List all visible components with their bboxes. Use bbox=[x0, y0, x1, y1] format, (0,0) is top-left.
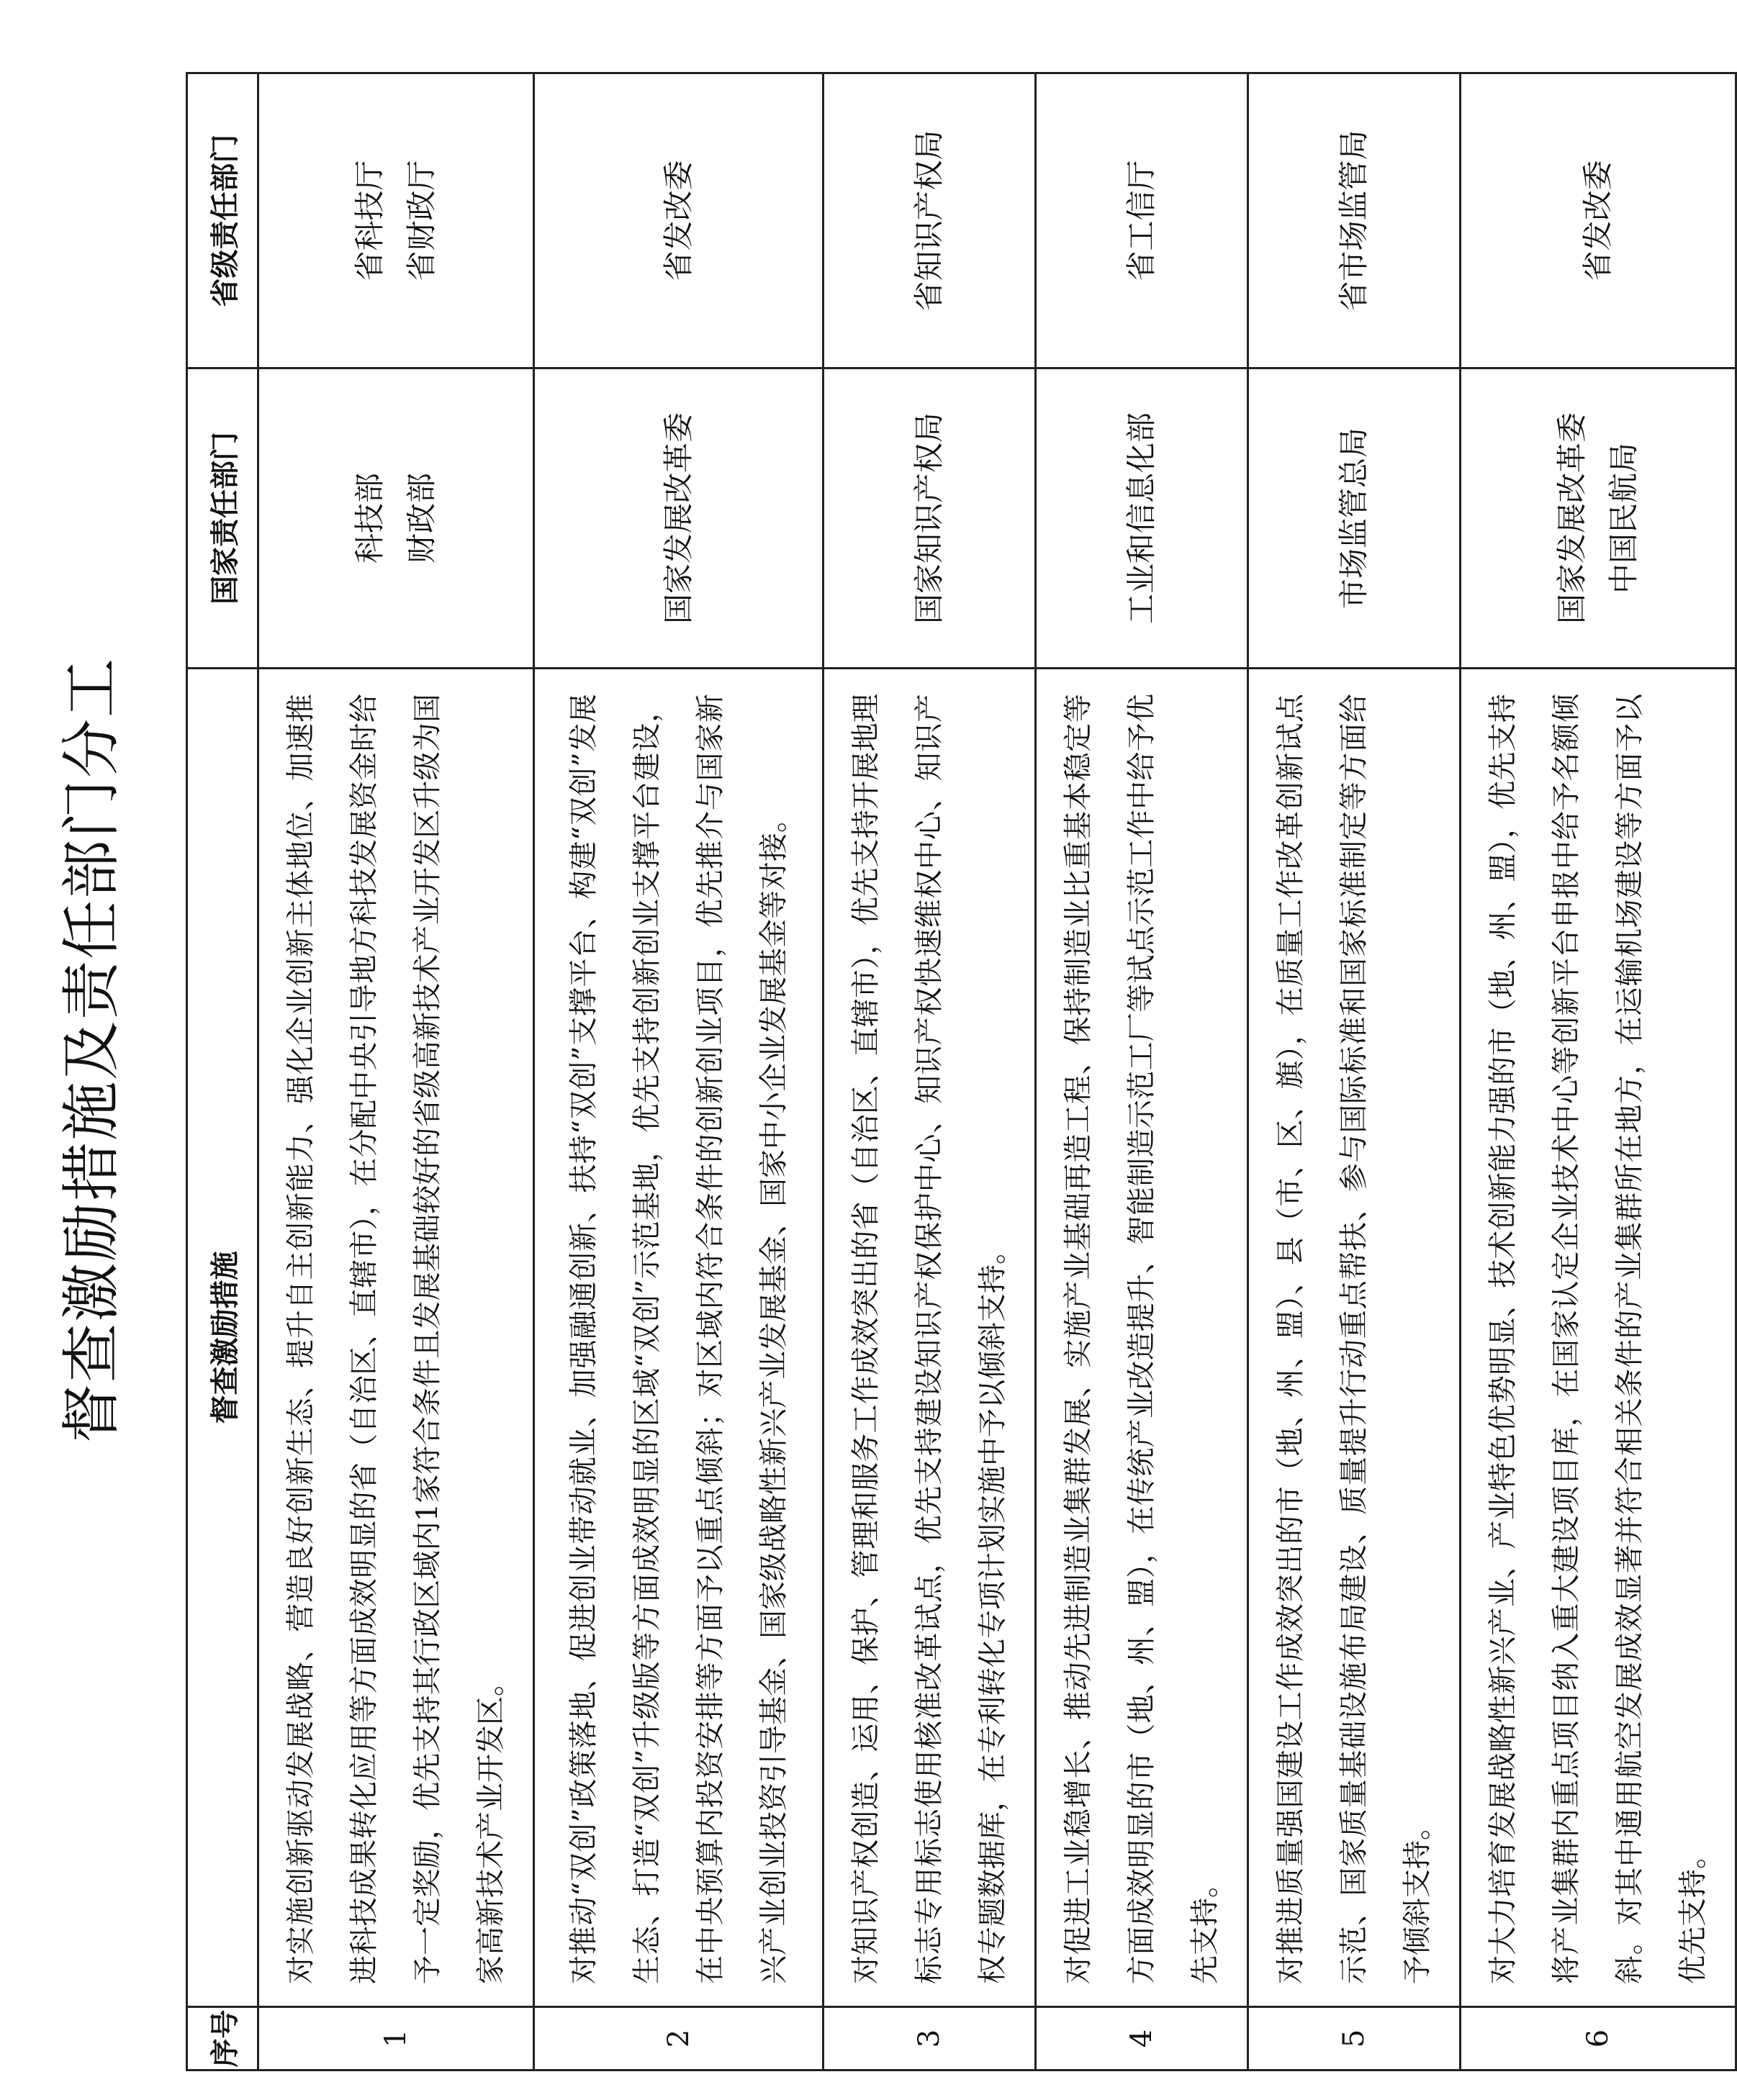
measure-text: 对大力培育发展战略性新兴产业、产业特色优势明显、技术创新能力强的市（地、州、盟），优先支持将产业集群内重点项目纳入重大建设项目库，在国家认定企业技术中心等创新平台申报中给予名额倾斜。对其中通用航空发展成效显著并符合相关条件的产业集群所在地方，在运输机场建设等方面予以优先支持。 bbox=[1461, 669, 1736, 2007]
national-department bbox=[1036, 368, 1248, 669]
row-number: 2 bbox=[534, 2007, 824, 2070]
provincial-department bbox=[1036, 73, 1248, 368]
table-row bbox=[824, 73, 1036, 2070]
department-name: 省市场监管局 bbox=[1336, 130, 1371, 312]
provincial-department bbox=[534, 73, 824, 368]
department-name: 中国民航局 bbox=[1606, 443, 1641, 594]
department-name: 国家知识产权局 bbox=[911, 412, 947, 625]
responsibility-table bbox=[186, 72, 1737, 2071]
department-name: 国家发展改革委 bbox=[1554, 412, 1589, 625]
department-name: 省财政厅 bbox=[404, 160, 439, 281]
row-number: 1 bbox=[258, 2007, 534, 2070]
document-title: 督查激励措施及责任部门分工 bbox=[58, 657, 126, 1444]
measure-text: 对实施创新驱动发展战略、营造良好创新生态、提升自主创新能力、强化企业创新主体地位、加速推进科技成果转化应用等方面成效明显的省（自治区、直辖市），在分配中央引导地方科技发展资金时给予一定奖励，优先支持其行政区域内1家符合条件且发展基础较好的省级高新技术产业开发区升级为国家高新技术产业开发区。 bbox=[258, 669, 534, 2007]
row-number: 5 bbox=[1248, 2007, 1461, 2070]
department-name: 财政部 bbox=[404, 473, 439, 564]
national-department bbox=[1461, 368, 1736, 669]
header-provincial-department: 省级责任部门 bbox=[187, 73, 258, 368]
department-name: 科技部 bbox=[352, 473, 387, 564]
row-number: 3 bbox=[824, 2007, 1036, 2070]
table-row bbox=[1036, 73, 1248, 2070]
department-name: 市场监管总局 bbox=[1336, 427, 1371, 610]
measure-text: 对推进质量强国建设工作成效突出的市（地、州、盟）、县（市、区、旗），在质量工作改革创新试点示范、国家质量基础设施布局建设、质量提升行动重点帮扶、参与国际标准和国家标准制定等方面给予倾斜支持。 bbox=[1248, 669, 1461, 2007]
provincial-department bbox=[1461, 73, 1736, 368]
row-number: 4 bbox=[1036, 2007, 1248, 2070]
table-row bbox=[1461, 73, 1736, 2070]
national-department bbox=[534, 368, 824, 669]
department-name: 国家发展改革委 bbox=[660, 412, 696, 625]
header-measures: 督查激励措施 bbox=[187, 669, 258, 2007]
national-department bbox=[1248, 368, 1461, 669]
table-row bbox=[258, 73, 534, 2070]
header-national-department: 国家责任部门 bbox=[187, 368, 258, 669]
measure-text: 对促进工业稳增长、推动先进制造业集群发展、实施产业基础再造工程、保持制造业比重基本稳定等方面成效明显的市（地、州、盟），在传统产业改造提升、智能制造示范工厂等试点示范工作中给予优先支持。 bbox=[1036, 669, 1248, 2007]
department-name: 省科技厅 bbox=[352, 160, 387, 281]
measure-text: 对知识产权创造、运用、保护、管理和服务工作成效突出的省（自治区、直辖市），优先支持开展地理标志专用标志使用核准改革试点，优先支持建设知识产权保护中心、知识产权快速维权中心、知识产权专题数据库，在专利转化专项计划实施中予以倾斜支持。 bbox=[824, 669, 1036, 2007]
department-name: 省发改委 bbox=[660, 160, 696, 281]
measure-text: 对推动“双创”政策落地、促进创业带动就业、加强融通创新、扶持“双创”支撑平台、构建“双创”发展生态、打造“双创”升级版等方面成效明显的区域“双创”示范基地，优先支持创新创业支撑平台建设，在中央预算内投资安排等方面予以重点倾斜；对区域内符合条件的创新创业项目，优先推介与国家新兴产业创业投资引导基金、国家级战略性新兴产业发展基金、国家中小企业发展基金等对接。 bbox=[534, 669, 824, 2007]
header-serial-number: 序号 bbox=[187, 2007, 258, 2070]
department-name: 省发改委 bbox=[1580, 160, 1615, 281]
provincial-department bbox=[824, 73, 1036, 368]
national-department bbox=[258, 368, 534, 669]
national-department bbox=[824, 368, 1036, 669]
department-name: 省知识产权局 bbox=[911, 130, 947, 312]
row-number: 6 bbox=[1461, 2007, 1736, 2070]
department-name: 省工信厅 bbox=[1124, 160, 1159, 281]
department-name: 工业和信息化部 bbox=[1124, 412, 1159, 625]
table-row bbox=[1248, 73, 1461, 2070]
table-header-row bbox=[187, 73, 258, 2070]
table-row bbox=[534, 73, 824, 2070]
provincial-department bbox=[258, 73, 534, 368]
provincial-department bbox=[1248, 73, 1461, 368]
